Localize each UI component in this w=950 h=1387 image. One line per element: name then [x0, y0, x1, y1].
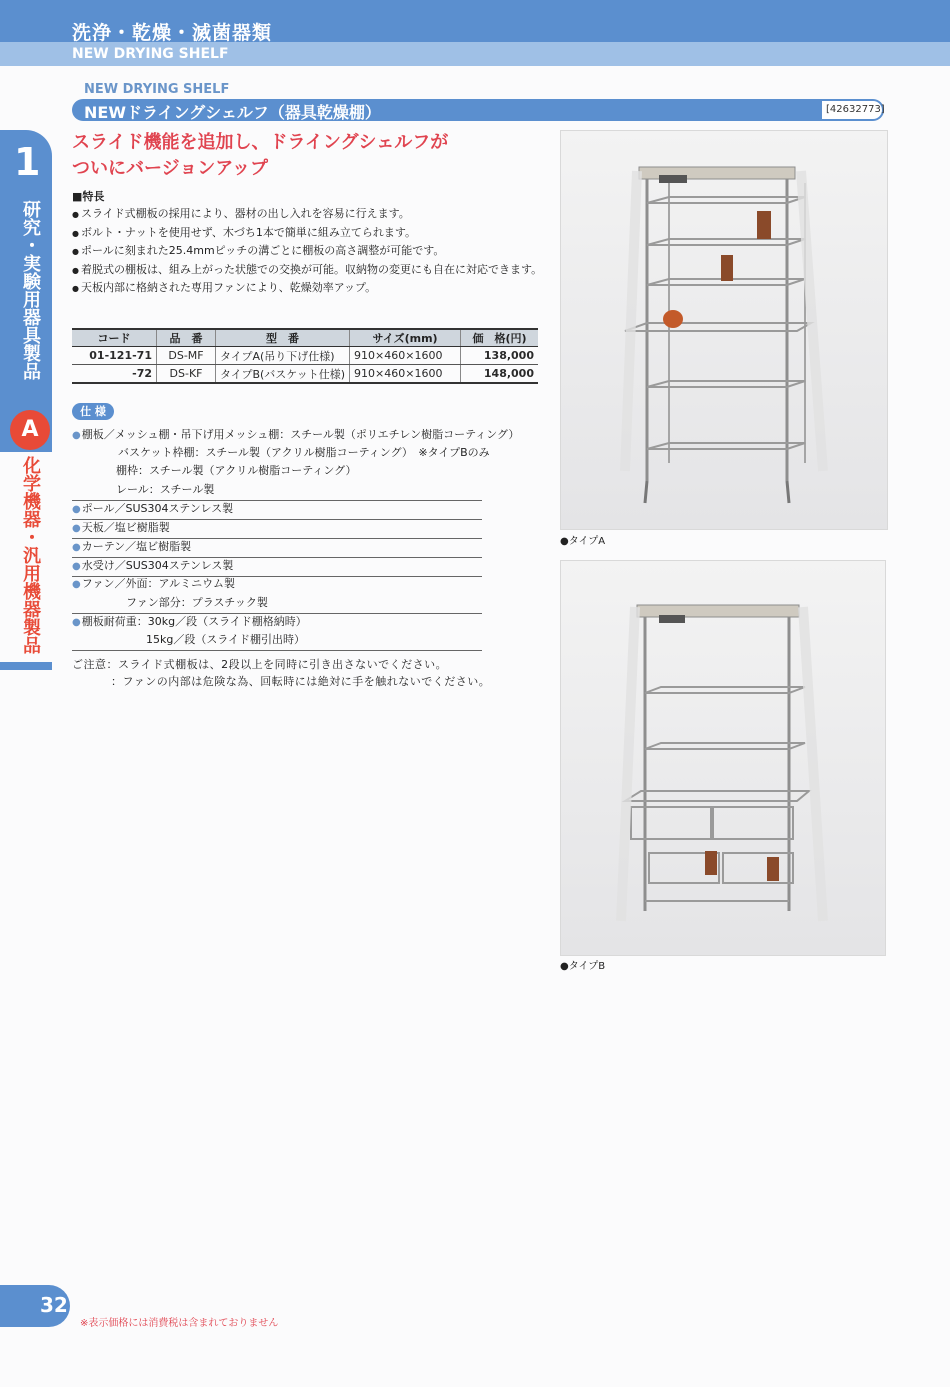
bullet-dot-icon: ● — [72, 579, 81, 590]
cell-code: 01-121-71 — [72, 347, 157, 365]
caution-line-1: ご注意：スライド式棚板は、2段以上を同時に引き出さないでください。 — [72, 658, 448, 671]
catch-copy-line-2: ついにバージョンアップ — [72, 158, 269, 179]
spec-line — [72, 538, 482, 557]
bullet-dot-icon: ● — [72, 504, 81, 515]
cell-size: 910×460×1600 — [350, 365, 461, 384]
chapter-number: 1 — [14, 140, 41, 184]
drying-shelf-type-b-illustration — [561, 561, 885, 955]
spec-text: ポール／SUS304ステンレス製 — [81, 502, 234, 515]
spec-line — [72, 462, 482, 481]
photo-caption-type-a: ●タイプA — [560, 536, 606, 547]
product-photo-type-b — [560, 560, 886, 956]
bullet-dot-icon: ● — [72, 523, 81, 534]
feature-item: ● 着脱式の棚板は、組み上がった状態での交換が可能。収納物の変更にも自在に対応できます。 — [72, 261, 544, 280]
spec-text: ファン部分：プラスチック製 — [126, 596, 268, 609]
product-code: [42632773] — [826, 104, 885, 115]
spec-text: レール：スチール製 — [116, 483, 215, 496]
tax-footnote: ※表示価格には消費税は含まれておりません — [80, 1318, 279, 1329]
spec-line — [72, 519, 482, 538]
specs-badge: 仕 様 — [72, 403, 114, 420]
product-english-title: NEW DRYING SHELF — [84, 82, 230, 97]
spec-text: カーテン／塩ビ樹脂製 — [81, 540, 192, 553]
spec-line — [72, 557, 482, 576]
bullet-dot-icon: ● — [72, 617, 81, 628]
chapter-label: 研究・実験用器具製品 — [20, 200, 41, 380]
bullet-dot-icon: ● — [72, 561, 81, 572]
section-label: 化学機器・汎用機器製品 — [20, 456, 41, 654]
spec-line — [72, 613, 482, 632]
column-header-model: 型 番 — [216, 329, 350, 347]
cell-size: 910×460×1600 — [350, 347, 461, 365]
cell-model: タイプB(バスケット仕様) — [216, 365, 350, 384]
features-list — [72, 205, 544, 298]
spec-line — [72, 500, 482, 519]
features-heading: ■特長 — [72, 190, 105, 203]
bullet-dot-icon: ● — [72, 542, 81, 553]
spec-line — [72, 594, 482, 613]
table-row — [72, 347, 538, 365]
cell-price: 138,000 — [461, 347, 538, 365]
page-category-title: 洗浄・乾燥・滅菌器類 — [72, 22, 273, 44]
table-header-row — [72, 329, 538, 347]
feature-item: ● ボルト・ナットを使用せず、木づち1本で簡単に組み立てられます。 — [72, 224, 544, 243]
cell-price: 148,000 — [461, 365, 538, 384]
product-photo-type-a — [560, 130, 888, 530]
caution-line-2: ：ファンの内部は危険な為、回転時には絶対に手を触れないでください。 — [111, 675, 491, 688]
price-table — [72, 328, 538, 384]
spec-text: 15kg／段（スライド棚引出時） — [146, 633, 306, 646]
spec-text: バスケット枠棚：スチール製（アクリル樹脂コーティング） ※タイプBのみ — [118, 446, 490, 459]
spec-line — [72, 426, 520, 445]
spec-text: 棚枠：スチール製（アクリル樹脂コーティング） — [116, 464, 357, 477]
table-row — [72, 365, 538, 384]
spec-line — [72, 575, 482, 594]
bullet-dot-icon: ● — [72, 430, 81, 441]
feature-item: ● 天板内部に格納された専用ファンにより、乾燥効率アップ。 — [72, 279, 544, 298]
spec-line — [72, 481, 482, 500]
drying-shelf-type-a-illustration — [561, 131, 887, 529]
spec-text: 棚板／メッシュ棚・吊下げ用メッシュ棚：スチール製（ポリエチレン樹脂コーティング） — [81, 428, 520, 441]
catch-copy-line-1: スライド機能を追加し、ドライングシェルフが — [72, 132, 449, 153]
photo-caption-type-b: ●タイプB — [560, 961, 606, 972]
spec-text: 水受け／SUS304ステンレス製 — [81, 559, 234, 572]
section-letter-badge: A — [10, 410, 50, 450]
cell-code: -72 — [72, 365, 157, 384]
column-header-part-number: 品 番 — [157, 329, 216, 347]
feature-item: ● ポールに刻まれた25.4mmピッチの溝ごとに棚板の高さ調整が可能です。 — [72, 242, 544, 261]
cell-model: タイプA(吊り下げ仕様) — [216, 347, 350, 365]
spec-text: 棚板耐荷重：30kg／段（スライド棚格納時） — [81, 615, 307, 628]
column-header-code: コード — [72, 329, 157, 347]
spec-divider — [72, 650, 482, 651]
product-title: NEWドライングシェルフ（器具乾燥棚） — [84, 103, 381, 122]
feature-item: ● スライド式棚板の採用により、器材の出し入れを容易に行えます。 — [72, 205, 544, 224]
spec-text: 天板／塩ビ樹脂製 — [81, 521, 170, 534]
cell-part-number: DS-KF — [157, 365, 216, 384]
spec-line — [72, 631, 482, 650]
spec-text: ファン／外面：アルミニウム製 — [81, 577, 235, 590]
column-header-price: 価 格(円) — [461, 329, 538, 347]
page-category-subtitle: NEW DRYING SHELF — [72, 46, 229, 62]
spec-line — [72, 444, 490, 463]
page-number: 32 — [40, 1293, 68, 1317]
cell-part-number: DS-MF — [157, 347, 216, 365]
column-header-size: サイズ(mm) — [350, 329, 461, 347]
